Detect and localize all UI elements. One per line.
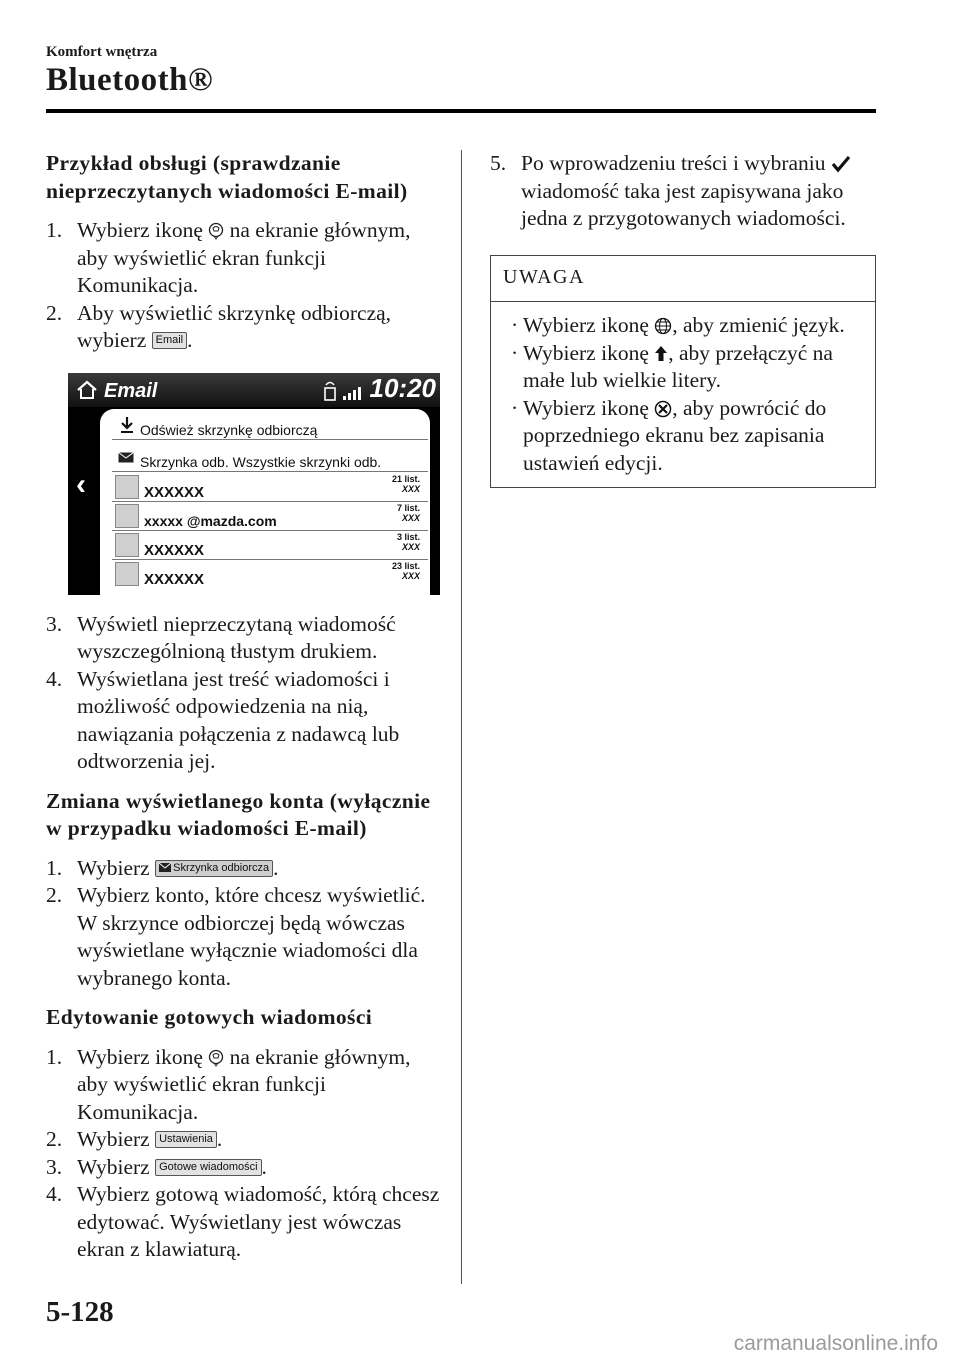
screen-title: Email	[104, 379, 158, 402]
step-2: 2. Wybierz Ustawienia .	[46, 1127, 223, 1151]
step-1: 1. Wybierz ikonę na ekranie głównym, aby wyświetlić ekran funkcji Komunikacja.	[46, 1044, 411, 1124]
envelope-icon	[159, 863, 171, 872]
avatar	[115, 504, 139, 528]
heading-change-account: Zmiana wyświetlanego konta (wyłącznie w przypadku wiadomości E-mail)	[46, 788, 431, 840]
refresh-inbox-row[interactable]: Odśwież skrzynkę odbiorczą	[112, 411, 428, 440]
section-label: Komfort wnętrza	[46, 44, 158, 60]
shift-arrow-icon	[654, 345, 668, 363]
contact-row-4[interactable]: XXXXXX 23 list. XXX	[112, 560, 428, 588]
email-button[interactable]: Email	[152, 332, 188, 349]
page-number: 5-128	[46, 1296, 114, 1328]
step-2: 2. Wybierz konto, które chcesz wyświetlić. W skrzynce odbiorczej będą wówczas wyświetlane wyłącznie wiadomości dla wybranego konta.	[46, 883, 426, 990]
step-1: 1. Wybierz ikonę na ekranie głównym, aby wyświetlić ekran funkcji Komunikacja.	[46, 218, 411, 297]
column-divider	[461, 150, 462, 1284]
steps-edit-messages-continued	[490, 150, 876, 233]
signal-icon	[323, 379, 369, 403]
home-icon[interactable]	[76, 380, 98, 400]
note-item-language: · Wybierz ikonę , aby zmienić język.	[511, 313, 845, 337]
inbox-all-row[interactable]: Skrzynka odb. Wszystkie skrzynki odb.	[112, 443, 428, 472]
steps-check-email-continued	[46, 611, 446, 776]
heading-check-email: Przykład obsługi (sprawdzanie nieprzeczytanych wiadomości E-mail)	[46, 151, 408, 203]
avatar	[115, 475, 139, 499]
right-column	[490, 150, 876, 488]
avatar	[115, 533, 139, 557]
inbox-button[interactable]: Skrzynka odbiorcza	[155, 860, 273, 877]
contact-row-1[interactable]: XXXXXX 21 list. XXX	[112, 473, 428, 502]
communication-icon	[208, 222, 224, 240]
contact-row-3[interactable]: XXXXXX 3 list. XXX	[112, 531, 428, 560]
steps-change-account	[46, 855, 446, 993]
email-screen	[68, 373, 440, 595]
steps-check-email	[46, 217, 446, 355]
step-2: 2. Aby wyświetlić skrzynkę odbiorczą, wybierz Email .	[46, 300, 392, 352]
note-item-case: · Wybierz ikonę , aby przełączyć na małe lub wielkie litery.	[511, 340, 833, 392]
heading-edit-messages: Edytowanie gotowych wiadomości	[46, 1005, 373, 1029]
settings-button[interactable]: Ustawienia	[155, 1131, 217, 1148]
note-box	[490, 255, 876, 489]
communication-icon	[208, 1049, 224, 1067]
ready-messages-button[interactable]: Gotowe wiadomości	[155, 1159, 261, 1176]
contact-row-2[interactable]: xxxxx @mazda.com 7 list. XXX	[112, 502, 428, 531]
step-1: 1. Wybierz Skrzynka odbiorcza .	[46, 855, 279, 880]
globe-icon	[654, 317, 672, 335]
step-5: 5. Po wprowadzeniu treści i wybraniu wiadomość taka jest zapisywana jako jedna z przygotowanych wiadomości.	[490, 150, 876, 233]
step-3: 3. Wyświetl nieprzeczytaną wiadomość wyszczególnioną tłustym drukiem.	[46, 611, 396, 663]
checkmark-icon	[831, 155, 851, 173]
download-arrow-icon	[120, 416, 134, 434]
avatar	[115, 562, 139, 586]
note-title: UWAGA	[491, 256, 875, 303]
step-4: 4. Wybierz gotową wiadomość, którą chcesz edytować. Wyświetlany jest wówczas ekran z klawiaturą.	[46, 1182, 440, 1261]
header-rule	[46, 109, 876, 113]
envelope-icon	[118, 452, 134, 463]
chapter-title: Bluetooth®	[46, 62, 214, 98]
step-4: 4. Wyświetlana jest treść wiadomości i możliwość odpowiedzenia na nią, nawiązania połączenia z nadawcą lub odtworzenia jej.	[46, 666, 400, 773]
step-3: 3. Wybierz Gotowe wiadomości .	[46, 1154, 267, 1179]
chevron-left-icon[interactable]: ‹	[76, 467, 86, 501]
steps-edit-messages	[46, 1044, 446, 1264]
watermark: carmanualsonline.info	[733, 1332, 938, 1355]
screen-clock: 10:20	[369, 372, 436, 403]
cancel-x-icon	[654, 400, 672, 418]
note-item-cancel: · Wybierz ikonę , aby powrócić do poprzedniego ekranu bez zapisania ustawień edycji.	[511, 395, 827, 475]
left-column	[46, 150, 446, 1276]
note-list	[503, 312, 863, 477]
